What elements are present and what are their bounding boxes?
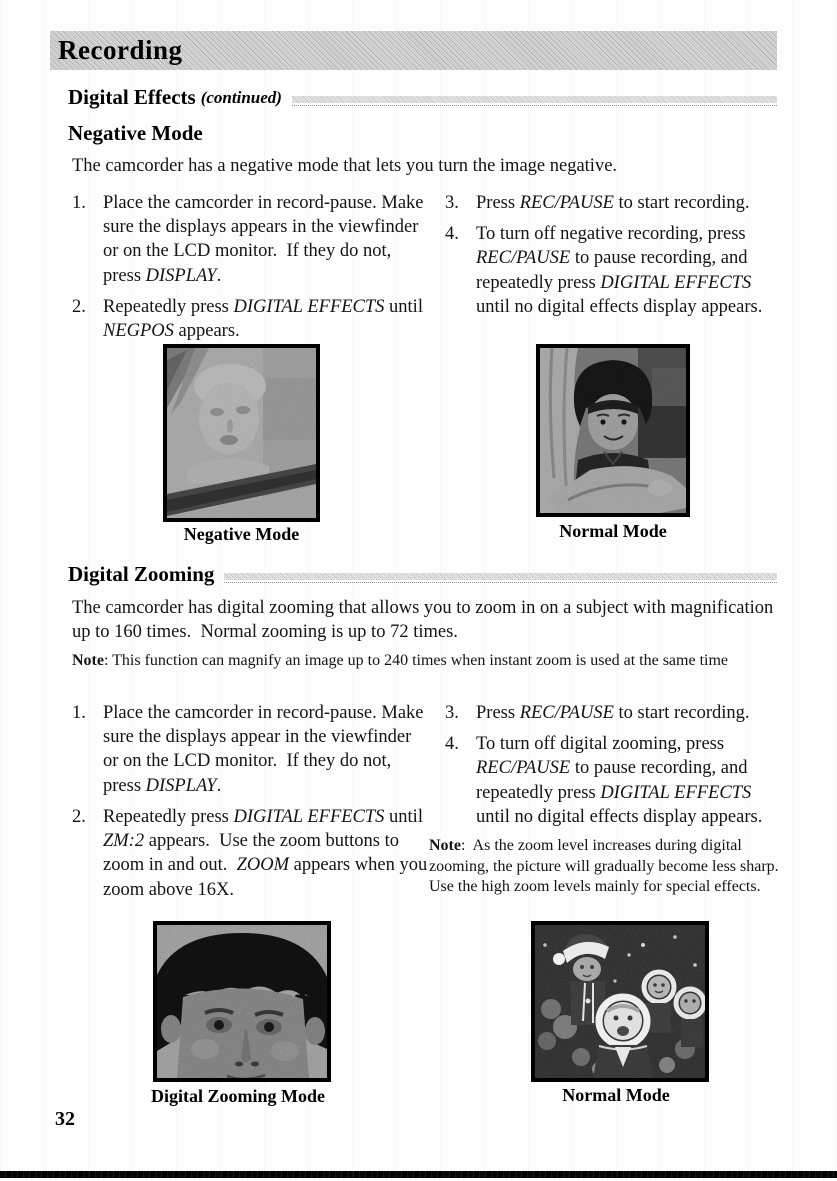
caption-normal-mode-2: Normal Mode [562,1085,670,1105]
step-number: 1. [72,193,86,213]
step-item [72,805,430,902]
step-item [72,295,430,343]
chapter-title: Recording [58,35,183,65]
step-item [72,701,430,798]
section-title-digital-effects: Digital Effects [68,85,196,109]
step-number: 4. [445,734,459,755]
step-number: 1. [72,703,86,723]
digital-zooming-note: Note: This function can magnify an image up to 240 times when instant zoom is used at the same time [72,652,729,669]
normal-mode-photo-2 [531,921,709,1082]
digital-zooming-steps [72,701,788,909]
rule-dots [224,582,777,583]
step-text: Press REC/PAUSE to start recording. [476,703,750,723]
step-number: 3. [445,193,459,213]
step-number: 2. [72,296,86,317]
bottom-border [0,1171,837,1178]
caption-normal-mode: Normal Mode [559,521,667,541]
page-number: 32 [55,1108,75,1130]
step-text: Place the camcorder in record-pause. Make sure the displays appear in the viewfinder or on the LCD monitor. If they do not, press DISPLAY. [103,703,424,796]
section-rule [292,96,777,106]
step-item [72,191,430,288]
section-digital-effects-header [68,85,777,110]
section-digital-zooming-header [68,562,777,587]
steps-column-right [445,191,788,350]
heading-negative-mode: Negative Mode [68,121,203,145]
step-item [445,191,788,215]
step-item [445,222,788,319]
continued-label: (continued) [200,87,282,107]
section-title-digital-zooming: Digital Zooming [68,562,215,586]
steps-column-right [429,701,788,909]
step-text: Press REC/PAUSE to start recording. [476,193,750,213]
step-item [445,732,788,829]
step-number: 4. [445,224,459,245]
step-text: Place the camcorder in record-pause. Make sure the displays appears in the viewfinder or on the LCD monitor. If they do not, press DISPLAY. [103,193,424,286]
chapter-banner [50,31,777,70]
rule-bar [292,96,777,103]
caption-negative-mode: Negative Mode [183,524,300,544]
negative-mode-steps [72,191,788,350]
step-text: To turn off negative recording, press REC/PAUSE to pause recording, and repeatedly press DIGITAL EFFECTS until no digital effects display appears. [476,224,763,317]
negative-mode-intro: The camcorder has a negative mode that lets you turn the image negative. [72,156,618,176]
digital-zooming-mode-photo [153,921,331,1082]
negative-mode-photo [163,344,320,522]
step-number: 3. [445,703,459,723]
rule-bar [224,573,777,580]
steps-column-left [72,191,430,350]
caption-digital-zooming-mode: Digital Zooming Mode [151,1086,325,1106]
digital-zooming-intro: The camcorder has digital zooming that allows you to zoom in on a subject with magnification up to 160 times. Normal zooming is up to 72 times. [72,598,774,643]
zoom-level-note: Note: As the zoom level increases during digital zooming, the picture will gradually become less sharp. Use the high zoom levels mainly for special effects. [429,837,783,896]
rule-dots [292,105,777,106]
steps-column-left [72,701,430,909]
step-number: 2. [72,806,86,827]
step-text: Repeatedly press DIGITAL EFFECTS until NEGPOS appears. [103,296,423,342]
step-text: Repeatedly press DIGITAL EFFECTS until ZM:2 appears. Use the zoom buttons to zoom in and out. ZOOM appears when you zoom above 16X. [103,806,428,900]
step-item [445,701,788,725]
step-text: To turn off digital zooming, press REC/PAUSE to pause recording, and repeatedly press DIGITAL EFFECTS until no digital effects display appears. [476,734,763,827]
normal-mode-photo [536,344,690,517]
section-rule [224,573,777,583]
